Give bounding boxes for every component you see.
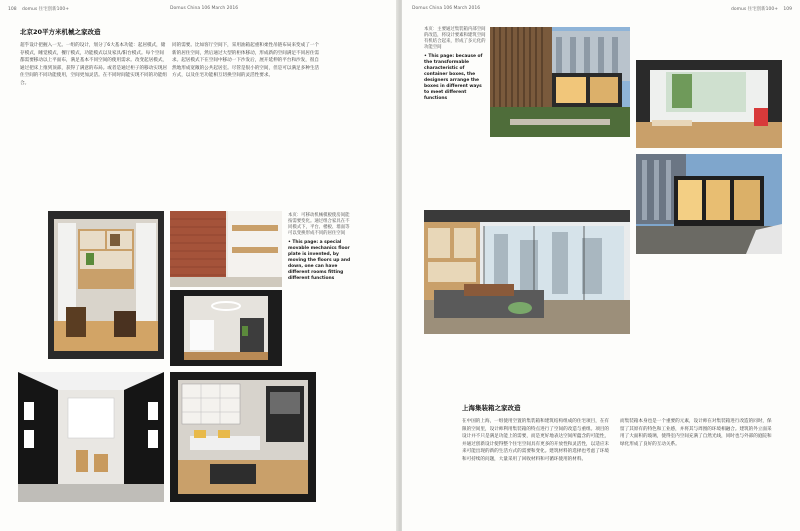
caption-english: • This page: because of the transformable characteristic of container boxes, the designers arrange the boxes in different ways to meet different functions <box>424 54 483 101</box>
photo-shanghai-container-exterior <box>490 27 630 137</box>
photo-beijing-monochrome-interior <box>18 372 164 502</box>
caption-chinese: 本页：主要通过集装箱内部空间的改造，将设计要素和建筑空间有机结合起来，形成了多元化的功能空间 <box>424 27 486 50</box>
right-issue-label: Domus China 106 March 2016 <box>412 6 481 11</box>
photo-beijing-sofa-living <box>170 372 316 502</box>
left-section-name: domus 住宅创新100+ <box>22 7 70 12</box>
left-page <box>0 0 398 531</box>
photo-shanghai-bedroom-interior <box>424 210 630 334</box>
shanghai-body-column-1: 在中国的上海，一组使用空置的集装箱和建筑结构组成的住宅项目，在有限的空间里，设计师利用集装箱的特点进行了空间的改造与重组。项目的设计并不只是满足功能上的需要，而是更好地表达空间所蕴含的可能性，并通过创新设计使得整个住宅空间具有更多的开放性和灵活性，以适应未来可能出现的新的生活方式的需要和变化。建筑材料的选择也考虑了环境和可持续的问题，大量采用了回收材料和可循环使用的材料。 <box>462 419 610 462</box>
left-page-header <box>8 6 69 12</box>
photo-shanghai-container-dusk <box>636 154 782 254</box>
caption-english: • This page: a special movable mechanics floor plate is invented, by moving the floors up and down, one can have different rooms fitting different functions <box>288 240 351 281</box>
right-section-name: domus 住宅创新100+ <box>730 7 778 12</box>
right-page-header <box>731 6 792 12</box>
right-page <box>402 0 800 531</box>
caption-chinese: 本页：可移动机械模板使房间能按需要变化。通过组合家具在不同模式下，平台、楼板、墙面等可以变换形成不同的居住空间 <box>288 213 350 236</box>
photo-shanghai-interior-chair <box>636 60 782 148</box>
left-page-number: 108 <box>8 7 17 12</box>
shanghai-article-title: 上海集装箱之家改造 <box>462 404 521 412</box>
left-issue-label: Domus China 106 March 2016 <box>170 6 239 11</box>
beijing-article-title: 北京20平方米机械之家改造 <box>20 28 101 36</box>
photo-beijing-cabinet-room <box>48 211 164 359</box>
shanghai-body-column-2: 而集装箱本身也是一个重要的元素，设计师在对集装箱进行改造的同时，保留了其原有的特色和工业感，并将其与周围的环境相融合。建筑的外立面采用了大面积的玻璃，使得室内空间充满了自然光线，同时也与外部的庭院和绿化形成了良好的互动关系。 <box>620 419 772 447</box>
photo-beijing-ring-light-room <box>170 290 282 366</box>
right-page-number: 109 <box>783 7 792 12</box>
photo-beijing-brick-wall <box>170 211 282 287</box>
shanghai-photo-caption <box>424 27 488 102</box>
beijing-body-column-2: 同的需要。比如客厅空间下，采用油箱起重和柔性吊链布局来变成了一个新的居住空间，然后通过大型的柜体移动，形成新的空间满足不同居住需求。起居模式下在空间中移动一下沙发后，展开延伸的平台和沙发，很自然地形成宽敞的公共起居室。尽管是很小的空间，但是可以满足多种生活方式，以及住宅功能相互切换空间的灵活性要求。 <box>172 43 320 78</box>
beijing-body-column-1: 超乎设计把握入一无。一组的设计，划分了6大基本功能：起居模式，储存模式，睡觉模式，餐厅模式，功能模式以及家具/阳台模式。每个空间都需要移动以上平面布，满足基本不同空间的使用需求。改变起居模式，通过把床上推到顶部，获得了满意的布局。或者是通过柜子的移动实现居住空间的不同功能使用，空间更加灵活。在不同时间能实现不同的功能组合。 <box>20 43 168 86</box>
beijing-photo-caption <box>288 213 352 282</box>
